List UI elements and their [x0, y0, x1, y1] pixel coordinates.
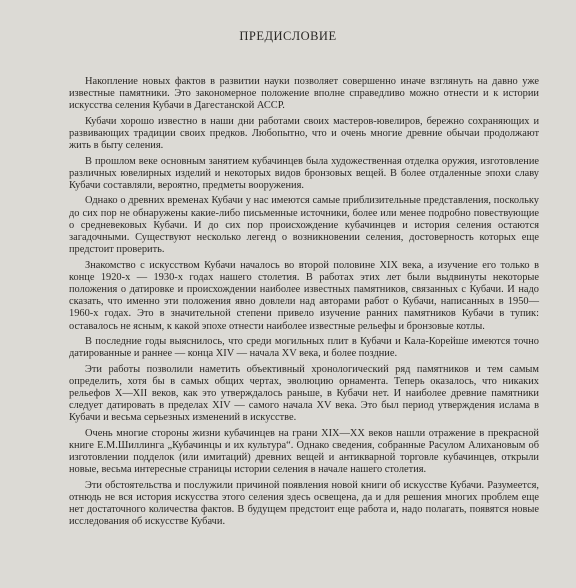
page-title: ПРЕДИСЛОВИЕ: [239, 29, 337, 43]
paragraph: В прошлом веке основным занятием кубачинцев была художественная отделка оружия, изготовление различных ювелирных изделий и некоторых видов бронзовых вещей. В более отдаленные эпохи славу Кубачи составляли, вероятно, предметы вооружения.: [69, 155, 539, 191]
paragraph: В последние годы выяснилось, что среди могильных плит в Кубачи и Кала-Корейше имеются точно датированные и раннее — конца XIV — начала XV века, и более поздние.: [69, 336, 539, 360]
paragraph: Очень многие стороны жизни кубачинцев на грани XIX—XX веков нашли отражение в прекрасной книге Е.М.Шиллинга „Кубачинцы и их культура“. Однако сведения, собранные Расулом Алихановым об изготовлении подделок (или имитаций) древних вещей и антикварной торговле кубачинцев, открыли новые, весьма интересные страницы истории селения в начале нашего столетия.: [69, 427, 539, 476]
paragraph: Накопление новых фактов в развитии науки позволяет совершенно иначе взглянуть на давно уже известные памятники. Это закономерное положение вполне справедливо можно отнести и к истории искусства селения Кубачи в Дагестанской АССР.: [69, 76, 539, 112]
paragraph: Однако о древних временах Кубачи у нас имеются самые приблизительные представления, поскольку до сих пор не обнаружены какие-либо письменные источники, более или менее подробно повествующие о средневековых Кубачи. И до сих пор происхождение кубачинцев и история селения остаются загадочными. Существуют несколько легенд о возникновении селения, достоверность которых еще предстоит проверить.: [69, 195, 539, 256]
paragraph: Эти обстоятельства и послужили причиной появления новой книги об искусстве Кубачи. Разумеется, отнюдь не вся история искусства этого селения здесь освещена, да и для решения многих проблем еще нет достаточного количества фактов. В будущем предстоит еще работа и, надо полагать, появятся новые исследования об искусстве Кубачи.: [69, 479, 539, 528]
paragraph: Кубачи хорошо известно в наши дни работами своих мастеров-ювелиров, бережно сохраняющих и развивающих традиции своих предков. Любопытно, что и очень многие древние обычаи продолжают жить в быту селения.: [69, 115, 539, 152]
preface-body: [69, 76, 539, 532]
paragraph: Знакомство с искусством Кубачи началось во второй половине XIX века, а изучение его только в конце 1920-х — 1930-х годах нашего столетия. В работах этих лет были выдвинуты некоторые положения о датировке и происхождении наиболее известных памятников, связанных с Кубачи. И надо сказать, что именно эти положения явно довлели над авторами работ о Кубачи, написанных в 1950—1960-х годах. Это в значительной степени привело изучение ранних памятников Кубачи в тупик: оставалось не ясным, к какой эпохе отнести наиболее известные рельефы и бронзовые котлы.: [69, 259, 539, 332]
paragraph: Эти работы позволили наметить объективный хронологический ряд памятников и тем самым определить, хотя бы в самых общих чертах, эволюцию орнамента. Теперь оказалось, что никаких рельефов X—XII веков, как это утверждалось раньше, в Кубачи нет. И наиболее древние памятники следует датировать в пределах XIV — самого начала XV века. Это был период утверждения ислама в Кубачи и весьма серьезных изменений в искусстве.: [69, 363, 539, 424]
